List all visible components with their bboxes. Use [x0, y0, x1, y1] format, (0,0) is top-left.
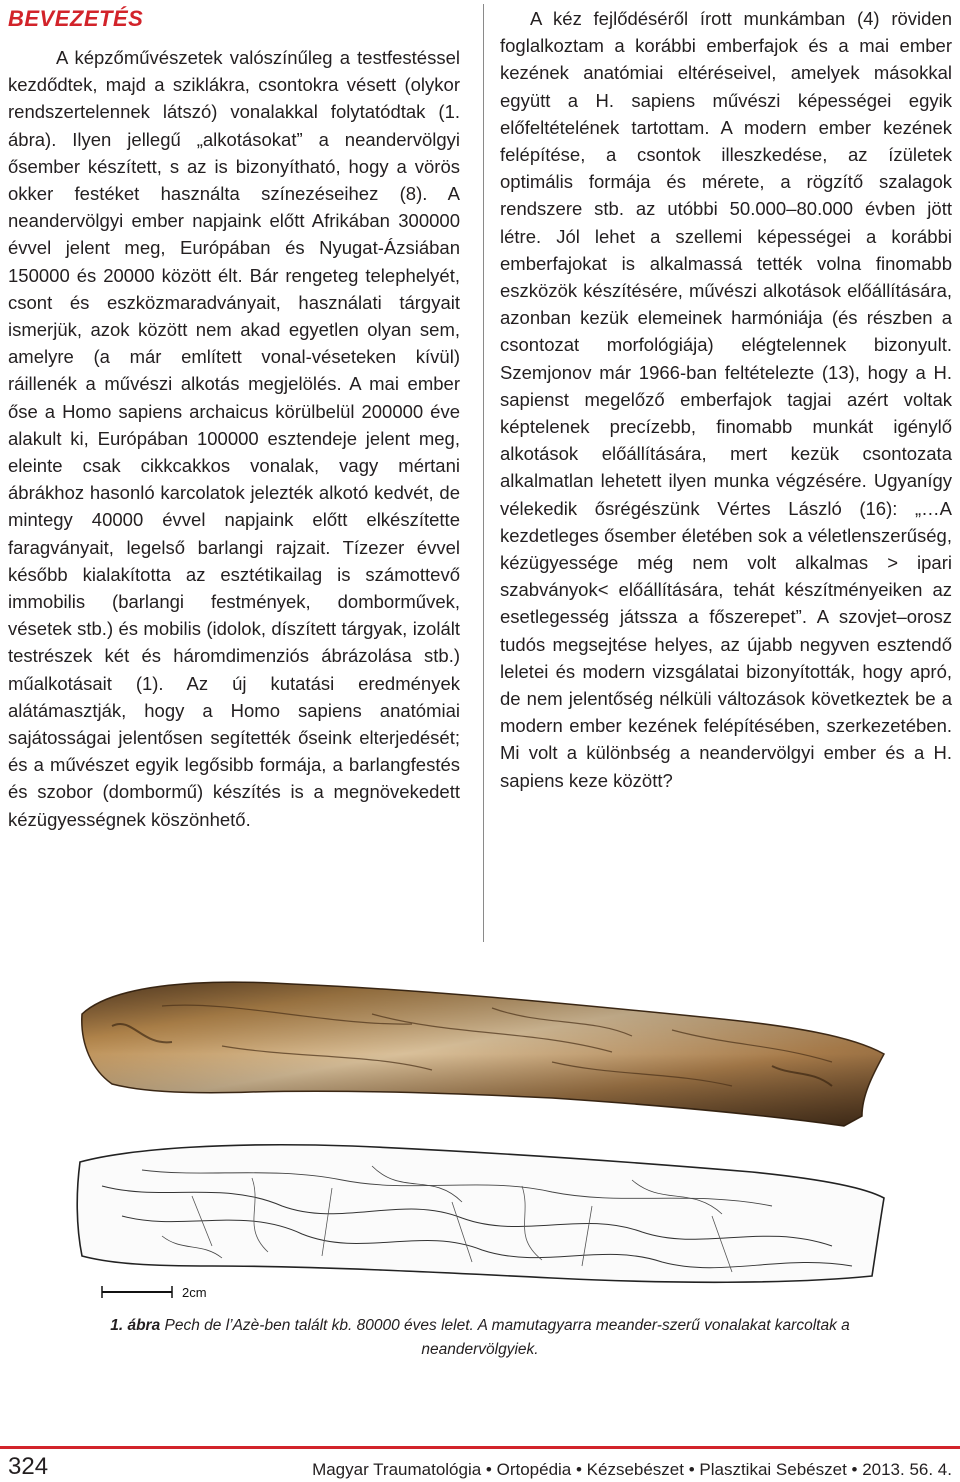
caption-text: Pech de l’Azè-ben talált kb. 80000 éves lelet. A mamutagyarra meander-szerű vonalakat karcoltak a neandervölgyiek. [164, 1317, 850, 1358]
right-column [500, 5, 952, 794]
paragraph: A kéz fejlődéséről írott munkámban (4) röviden foglalkoztam a korábbi emberfajok és a mai ember kezének anatómiai eltéréseivel, amelyek másokkal együtt a H. sapiens művészi képességei egyik előfeltételének tartottam. A modern ember kezének felépítése, a csontok illeszkedése, az ízületek optimális formája és mérete, a rögzítő szalagok rendszere stb. az utóbbi 50.000–80.000 évben jött létre. Jól lehet a szellemi képességei a korábbi emberfajokat is alkalmassá tették volna finomabb eszközök készítésére, művészi alkotások előállítására, azonban kezük elemeinek harmóniája (és részben a csontozat morfológiája) elégtelennek bizonyult. Szemjonov már 1966-ban feltételezte (13), hogy a H. sapienst megelőző emberfajok tagjai azért voltak képtelenek precízebb, finomabb munkát igénylő alkotások előállítására, mert kezük csontozata alkalmatlan lehetett ilyen munka végzésére. Ugyanígy vélekedik ősrégészünk Vértes László (16): „…A kezdetleges ősember életében sok a véletlenszerűség, kézügyessége még nem volt alkalmas > ipari szabványok< előállítására, tehát készítményeiken az esetlegesség játssza a főszerepet”. A szovjet–orosz tudós megsejtése helyes, az újabb negyven esztendő leletei és modern vizsgálatai bizonyították, hogy apró, de nem jelentőség nélküli változások következtek be a modern ember kezének felépítésében, szerkezetében. Mi volt a különbség a neandervölgyi ember és a H. sapiens keze között? [500, 8, 952, 791]
paragraph: A képzőművészetek valószínűleg a testfestéssel kezdődtek, majd a sziklákra, csontokra vésett (olykor rendszertelennek látszó) vonalakkal folytatódtak (1. ábra). Ilyen jellegű „alkotásokat” a neandervölgyi ősember készített, s az is bizonyítható, hogy a vörös okker festéket használta színezéseihez (8). A neandervölgyi ember napjaink előtt Afrikában 300000 évvel jelent meg, Európában és Nyugat-Ázsiában 150000 és 20000 között élt. Bár rengeteg telephelyét, csont és eszközmaradványait, használati tárgyait ismerjük, azok között nem akad egyetlen olyan sem, amelyre (a már említett vonal-véseteken kívül) ráillenék a művészi alkotás megjelölés. A mai ember őse a Homo sapiens archaicus körülbelül 200000 éve alakult ki, Európában 100000 esztendeje jelent meg, eleinte csak cikkcakkos vonalak, vagy mértani ábrákhoz hasonló karcolatok jelezték alkotó kedvét, de mintegy 40000 évvel napjaink előtt elkészítette faragványait, legelső barlangi rajzait. Tízezer évvel később kialakította az esztétikailag is számottevő immobilis (barlangi festmények, domborművek, vésetek stb.) és mobilis (idolok, díszített tárgyak, izolált testrészek két és háromdimenziós ábrázolása stb.) műalkotásait (1). Az új kutatási eredmények alátámasztják, hogy a Homo sapiens anatómiai sajátosságai jelentősen segítették őseink elterjedését; és a művészet egyik legősibb formája, a barlangfestés és szobor (dombormű) készítés is a megnövekedett kézügyességnek köszönhető. [8, 47, 460, 830]
bone-line-drawing [77, 1145, 884, 1282]
footer-rule [0, 1446, 960, 1449]
bone-artifact-illustration [72, 966, 892, 1304]
bone-photo [82, 982, 884, 1126]
journal-footer: Magyar Traumatológia • Ortopédia • Kézsebészet • Plasztikai Sebészet • 2013. 56. 4. [312, 1460, 952, 1479]
figure-bone-artifact [72, 966, 892, 1304]
page-number: 324 [8, 1453, 49, 1480]
figure-caption [80, 1314, 880, 1362]
scale-label: 2cm [182, 1285, 207, 1300]
left-column [8, 44, 460, 833]
scale-bar [102, 1285, 207, 1300]
section-title: BEVEZETÉS [8, 6, 144, 31]
figure-number: 1. ábra [110, 1317, 161, 1334]
column-divider [483, 4, 484, 942]
